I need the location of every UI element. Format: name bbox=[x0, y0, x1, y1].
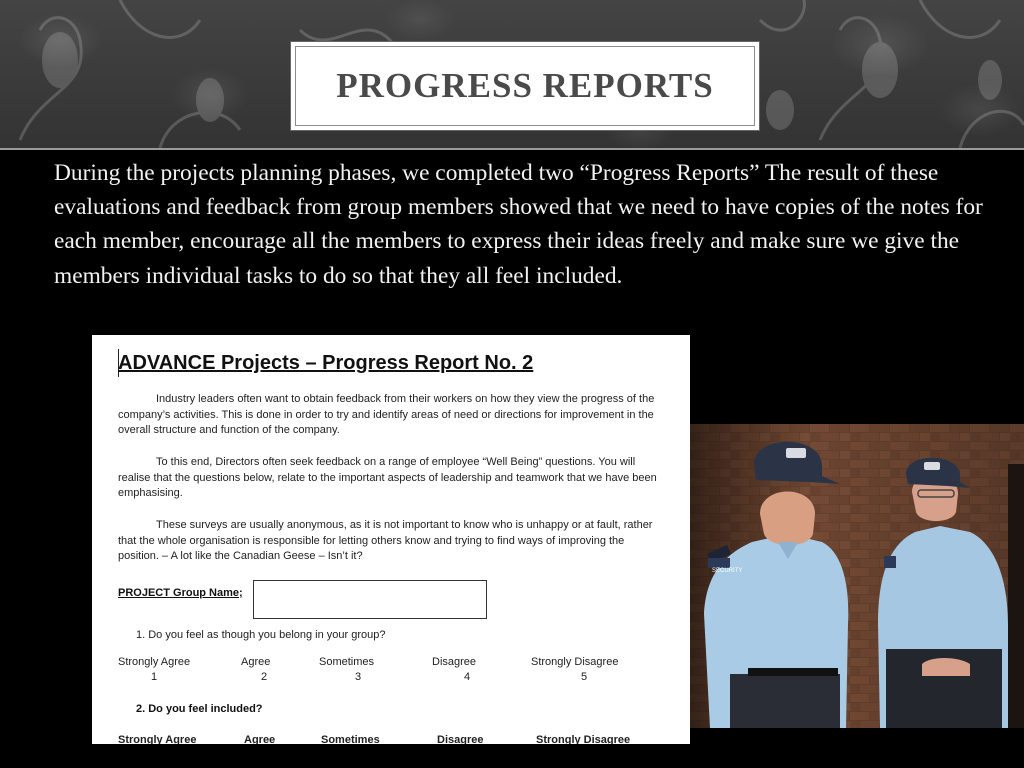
question-1: 1. Do you feel as though you belong in your group? bbox=[136, 629, 386, 641]
document-title: ADVANCE Projects – Progress Report No. 2 bbox=[118, 352, 534, 374]
document-paragraph-2: To this end, Directors often seek feedback on a range of employee “Well Being” questions. You will realise that the questions below, relate to the important aspects of leadership and teamwork that we have been emphasising. bbox=[118, 456, 657, 499]
scale-label: Sometimes bbox=[319, 656, 375, 668]
group-name-field[interactable] bbox=[253, 580, 487, 619]
rating-scale-numbers-1 bbox=[92, 671, 690, 685]
shoulder-patch-text: SECURITY bbox=[712, 568, 743, 574]
security-staff-photo bbox=[690, 424, 1024, 728]
scale-label: Strongly Disagree bbox=[536, 734, 631, 744]
scale-number: 1 bbox=[151, 671, 158, 683]
slide-title: PROGRESS REPORTS bbox=[336, 66, 714, 105]
document-paragraph-1: Industry leaders often want to obtain feedback from their workers on how they view the progress of the company’s activities. This is done in order to try and identify areas of need or directions for improvement in the overall structure and function of the company. bbox=[118, 393, 655, 436]
scale-number: 2 bbox=[261, 671, 268, 683]
scale-label: Disagree bbox=[437, 734, 484, 744]
progress-report-document bbox=[92, 335, 690, 744]
title-box bbox=[290, 41, 760, 131]
scale-label: Strongly Disagree bbox=[531, 656, 619, 668]
scale-label: Strongly Agree bbox=[118, 656, 191, 668]
scale-label: Agree bbox=[241, 656, 271, 668]
header-divider bbox=[0, 148, 1024, 150]
intro-paragraph: During the projects planning phases, we completed two “Progress Reports” The result of these evaluations and feedback from group members showed that we need to have copies of the notes for each member, encourage all the members to express their ideas freely and make sure we give the members individual tasks to do so that they all feel included. bbox=[54, 160, 983, 289]
photo-illustration bbox=[690, 424, 1024, 728]
scale-label: Sometimes bbox=[321, 734, 380, 744]
scale-number: 3 bbox=[355, 671, 362, 683]
rating-scale-labels-2 bbox=[92, 734, 690, 744]
scale-number: 4 bbox=[464, 671, 471, 683]
question-2: 2. Do you feel included? bbox=[136, 703, 263, 715]
group-name-label: PROJECT Group Name; bbox=[118, 587, 243, 599]
scale-label: Disagree bbox=[432, 656, 477, 668]
document-paragraph-3: These surveys are usually anonymous, as it is not important to know who is unhappy or at fault, rather that the whole organisation is responsible for letting others know and trying to find ways of improving the position. – A lot like the Canadian Geese – Isn’t it? bbox=[118, 519, 653, 562]
scale-label: Agree bbox=[244, 734, 276, 744]
scale-label: Strongly Agree bbox=[118, 734, 197, 744]
scale-number: 5 bbox=[581, 671, 588, 683]
rating-scale-labels-1 bbox=[92, 656, 690, 670]
